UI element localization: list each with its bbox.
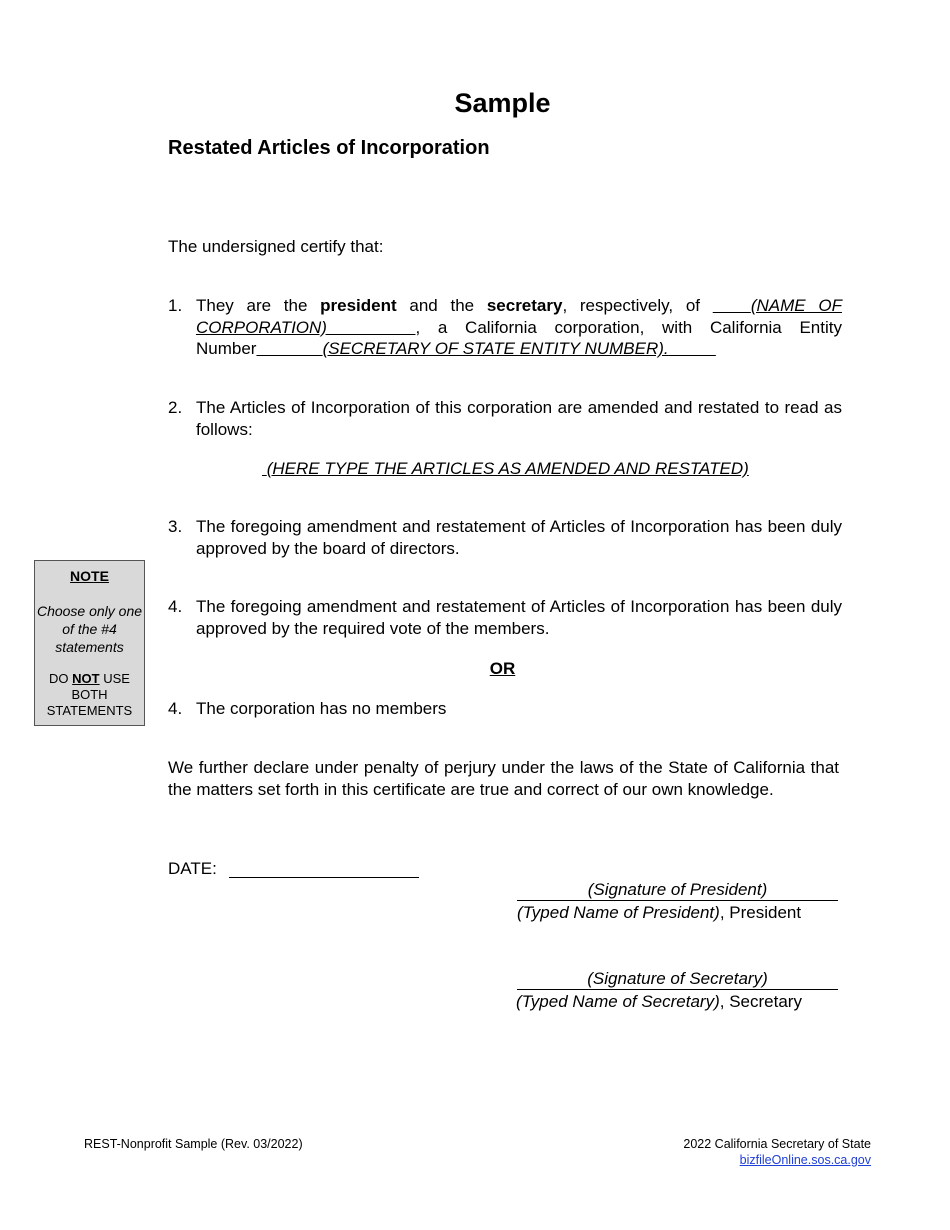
declaration-text: We further declare under penalty of perjury under the laws of the State of California that the matters set forth in this certificate are true and correct of our own knowledge. (168, 758, 839, 799)
footer-link-wrap (740, 1153, 871, 1167)
or-separator: OR (489, 659, 516, 678)
document-subtitle: Restated Articles of Incorporation (168, 137, 490, 159)
date-line[interactable] (229, 877, 419, 878)
item-4a-text: The foregoing amendment and restatement of Articles of Incorporation has been duly approved by the required vote of the members. (196, 597, 842, 638)
item-3-number: 3. (168, 517, 183, 536)
corporation-name-field: (NAME OF CORPORATION) (196, 296, 842, 337)
articles-placeholder: (HERE TYPE THE ARTICLES AS AMENDED AND RESTATED) (266, 459, 749, 478)
note-warning: DO NOT USE BOTH STATEMENTS (46, 671, 133, 718)
entity-number-field: (SECRETARY OF STATE ENTITY NUMBER). (322, 339, 669, 358)
item-4b-number: 4. (168, 699, 183, 718)
item-2-text: The Articles of Incorporation of this corporation are amended and restated to read as follows: (196, 398, 842, 439)
item-1-text: They are the president and the secretary, respectively, of (NAME OF CORPORATION) , a California corporation, with California Entity Number (SECRETARY OF STATE ENTITY NUMBER). (196, 296, 842, 358)
item-3-text: The foregoing amendment and restatement of Articles of Incorporation has been duly approved by the board of directors. (196, 517, 842, 558)
note-body: Choose only one of the #4 statements (36, 603, 143, 655)
president-typed-name: (Typed Name of President), President (517, 903, 802, 922)
note-box (34, 560, 145, 726)
president-signature-line: (Signature of President) (517, 880, 838, 901)
intro-text: The undersigned certify that: (168, 237, 384, 256)
item-4a-number: 4. (168, 597, 183, 616)
secretary-word: secretary (486, 296, 563, 315)
item-4b-text: The corporation has no members (196, 699, 447, 718)
note-title: NOTE (70, 568, 109, 584)
item-1-number: 1. (168, 296, 183, 315)
page-title: Sample (454, 88, 551, 118)
sos-website-link[interactable]: bizfileOnline.sos.ca.gov (739, 1153, 871, 1167)
item-2-number: 2. (168, 398, 183, 417)
president-word: president (320, 296, 397, 315)
date-label: DATE: (168, 859, 217, 878)
footer-copyright: 2022 California Secretary of State (683, 1137, 871, 1151)
secretary-typed-name: (Typed Name of Secretary), Secretary (516, 992, 802, 1011)
secretary-signature-line: (Signature of Secretary) (517, 969, 838, 990)
form-id: REST-Nonprofit Sample (Rev. 03/2022) (84, 1137, 303, 1151)
